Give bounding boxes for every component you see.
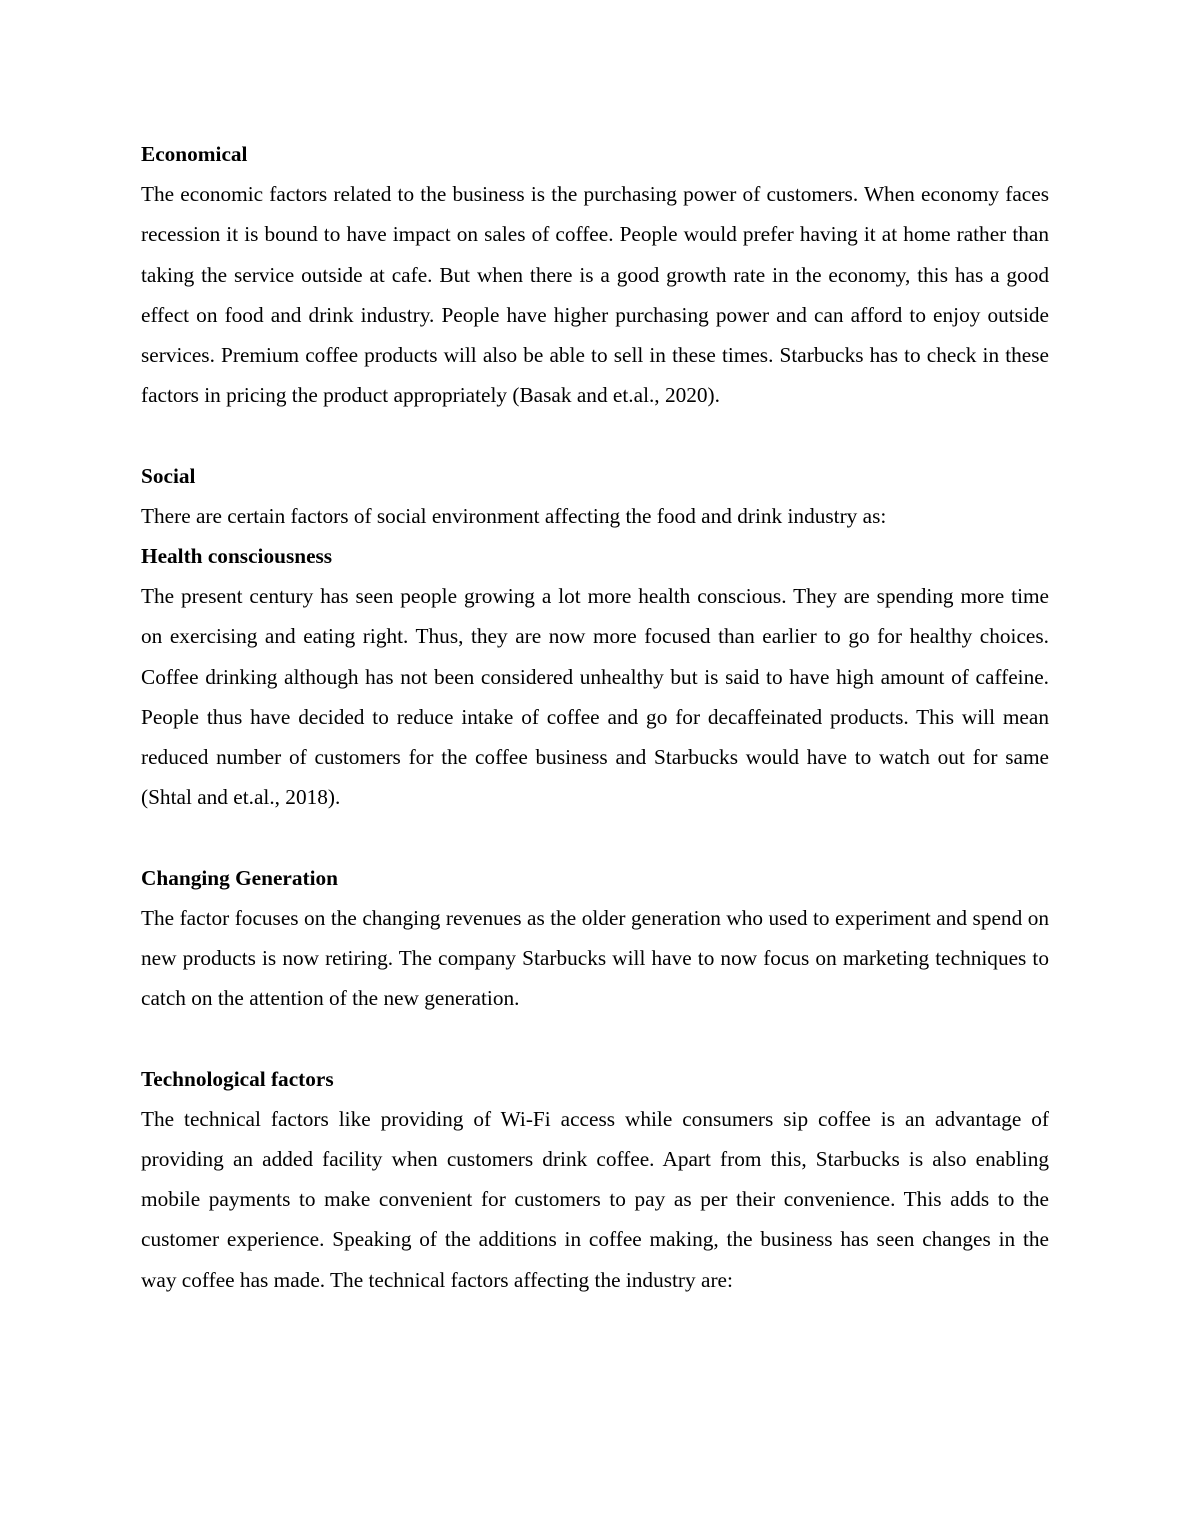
paragraph-spacer	[141, 817, 1049, 857]
heading-social: Social	[141, 463, 196, 488]
document-page	[141, 134, 1049, 1300]
paragraph-economical: The economic factors related to the business is the purchasing power of customers. When economy faces recession it is bound to have impact on sales of coffee. People would prefer having it at home rather than taking the service outside at cafe. But when there is a good growth rate in the economy, this has a good effect on food and drink industry. People have higher purchasing power and can afford to enjoy outside services. Premium coffee products will also be able to sell in these times. Starbucks has to check in these factors in pricing the product appropriately (Basak and et.al., 2020).	[141, 182, 1049, 408]
heading-health-consciousness: Health consciousness	[141, 544, 333, 569]
paragraph-spacer	[141, 415, 1049, 455]
paragraph-health-consciousness: The present century has seen people growing a lot more health conscious. They are spending more time on exercising and eating right. Thus, they are now more focused than earlier to go for healthy choices. Coffee drinking although has not been considered unhealthy but is said to have high amount of caffeine. People thus have decided to reduce intake of coffee and go for decaffeinated products. This will mean reduced number of customers for the coffee business and Starbucks would have to watch out for same (Shtal and et.al., 2018).	[141, 584, 1049, 810]
paragraph-spacer	[141, 1018, 1049, 1058]
heading-economical: Economical	[141, 142, 248, 166]
heading-changing-generation: Changing Generation	[141, 865, 339, 890]
paragraph-social-intro: There are certain factors of social environment affecting the food and drink industry as:	[141, 503, 887, 528]
paragraph-technological-factors: The technical factors like providing of Wi-Fi access while consumers sip coffee is an advantage of providing an added facility when customers drink coffee. Apart from this, Starbucks is also enabling mobile payments to make convenient for customers to pay as per their convenience. This adds to the customer experience. Speaking of the additions in coffee making, the business has seen changes in the way coffee has made. The technical factors affecting the industry are:	[141, 1106, 1049, 1292]
paragraph-changing-generation: The factor focuses on the changing revenues as the older generation who used to experiment and spend on new products is now retiring. The company Starbucks will have to now focus on marketing techniques to catch on the attention of the new generation.	[141, 905, 1049, 1011]
heading-technological-factors: Technological factors	[141, 1066, 334, 1091]
